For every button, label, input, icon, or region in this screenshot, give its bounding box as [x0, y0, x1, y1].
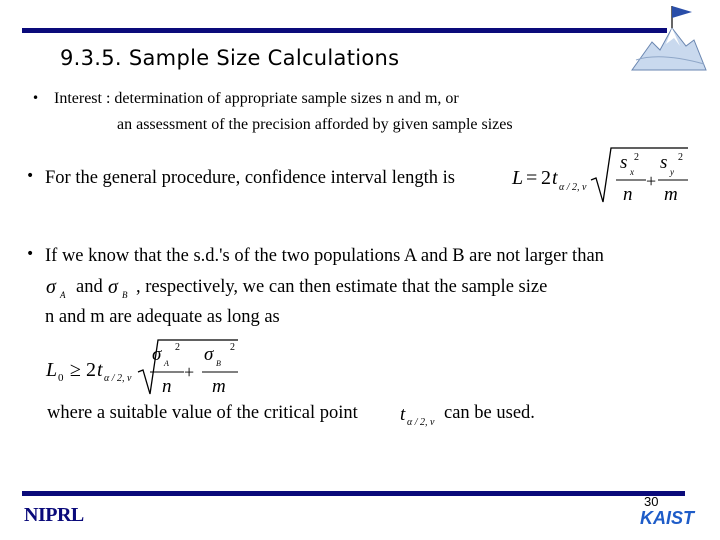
- svg-text:m: m: [664, 184, 678, 205]
- svg-text:≥: ≥: [70, 359, 81, 381]
- slide-title: 9.3.5. Sample Size Calculations: [60, 46, 400, 70]
- svg-text:σ: σ: [46, 276, 56, 298]
- footer-kaist-logo: KAIST: [640, 508, 694, 528]
- svg-text:α / 2, ν: α / 2, ν: [104, 373, 132, 384]
- svg-text:σ: σ: [204, 344, 214, 365]
- svg-text:A: A: [164, 359, 169, 368]
- bullet-1-line-2: an assessment of the precision afforded by given sample sizes: [117, 116, 513, 133]
- critical-point-symbol: [398, 400, 444, 428]
- bottom-divider: [22, 491, 685, 496]
- svg-text:+: +: [184, 362, 195, 382]
- svg-text:x: x: [630, 167, 634, 177]
- svg-text:2: 2: [175, 342, 180, 353]
- svg-text:α / 2, ν: α / 2, ν: [559, 182, 587, 193]
- closing-text: where a suitable value of the critical point: [47, 403, 358, 423]
- bullet-3-line-1: If we know that the s.d.'s of the two populations A and B are not larger than: [45, 246, 604, 266]
- svg-text:L: L: [46, 359, 58, 381]
- svg-text:α / 2, ν: α / 2, ν: [407, 417, 435, 428]
- svg-text:σ: σ: [152, 344, 162, 365]
- svg-text:0: 0: [58, 372, 64, 384]
- svg-text:2: 2: [541, 167, 551, 189]
- formula-l0-bound: [44, 334, 244, 400]
- bullet-1-dot: •: [32, 91, 40, 105]
- footer-niprl: NIPRL: [24, 504, 84, 526]
- svg-text:m: m: [212, 376, 226, 397]
- svg-text:t: t: [552, 167, 558, 189]
- svg-text:s: s: [620, 152, 628, 173]
- svg-text:B: B: [216, 359, 221, 368]
- bullet-1-line-1: Interest : determination of appropriate sample sizes n and m, or: [54, 90, 459, 107]
- svg-text:σ: σ: [108, 276, 118, 298]
- svg-text:L: L: [512, 167, 524, 189]
- bullet-2-dot: •: [26, 168, 35, 184]
- svg-text:=: =: [526, 167, 538, 189]
- svg-text:s: s: [660, 152, 668, 173]
- svg-text:+: +: [646, 171, 657, 191]
- svg-text:2: 2: [634, 152, 639, 163]
- bullet-2-text: For the general procedure, confidence interval length is: [45, 168, 455, 188]
- svg-text:2: 2: [678, 152, 683, 163]
- page-number: 30: [644, 494, 659, 509]
- svg-text:2: 2: [86, 359, 96, 381]
- sigma-b-symbol: [106, 274, 140, 300]
- top-divider: [22, 28, 667, 33]
- svg-text:n: n: [623, 184, 633, 205]
- mountain-flag-logo-icon: [630, 2, 708, 74]
- svg-text:t: t: [400, 404, 406, 425]
- bullet-3-dot: •: [26, 246, 35, 262]
- closing-text-end: can be used.: [444, 403, 535, 423]
- svg-text:B: B: [122, 290, 128, 300]
- bullet-3-and: and: [76, 277, 103, 297]
- svg-text:t: t: [97, 359, 103, 381]
- bullet-3-line-2: , respectively, we can then estimate that the sample size: [136, 277, 548, 297]
- sigma-a-symbol: [44, 274, 74, 300]
- svg-text:A: A: [60, 290, 66, 300]
- svg-text:2: 2: [230, 342, 235, 353]
- svg-text:y: y: [670, 167, 674, 177]
- formula-interval-length: [508, 142, 690, 208]
- svg-text:n: n: [162, 376, 172, 397]
- bullet-3-line-3: n and m are adequate as long as: [45, 307, 280, 327]
